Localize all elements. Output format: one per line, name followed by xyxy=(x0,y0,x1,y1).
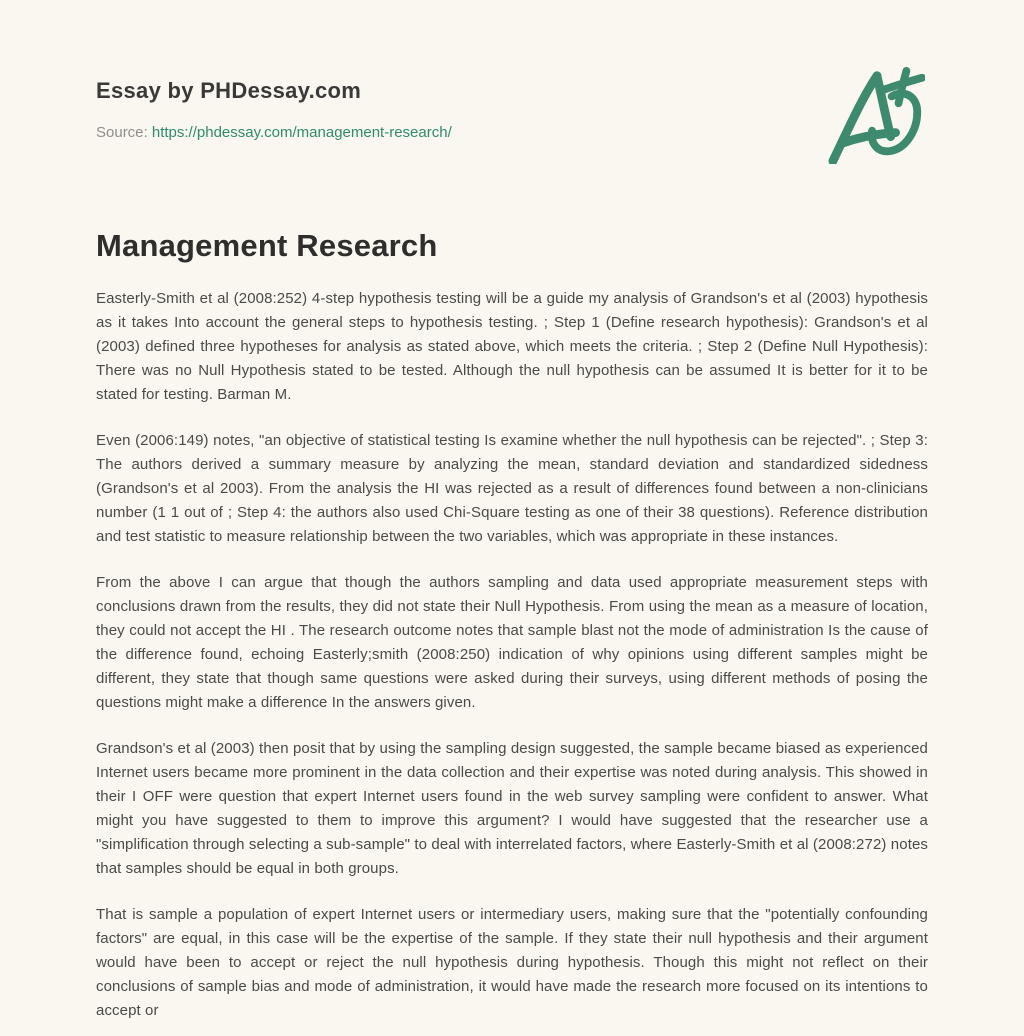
essay-paragraph-3: From the above I can argue that though the authors sampling and data used appropriate measurement steps with conclusions drawn from the results, they did not state their Null Hypothesis. From using the mean as a measure of location, they could not accept the HI . The research outcome notes that sample blast not the mode of administration Is the cause of the difference found, echoing Easterly;smith (2008:250) indication of why opinions using different samples might be different, they state that though same questions were asked during their surveys, using different methods of posing the questions might make a difference In the answers given. xyxy=(96,574,928,711)
page-header xyxy=(96,78,928,141)
essay-title: Management Research xyxy=(96,228,438,263)
essay-paragraph-1: Easterly-Smith et al (2008:252) 4-step hypothesis testing will be a guide my analysis of Grandson's et al (2003) hypothesis as it takes Into account the general steps to hypothesis testing. ; Step 1 (Define research hypothesis): Grandson's et al (2003) defined three hypotheses for analysis as stated above, which meets the criteria. ; Step 2 (Define Null Hypothesis): There was no Null Hypothesis stated to be tested. Although the null hypothesis can be assumed It is better for it to be stated for testing. Barman M. xyxy=(96,290,928,403)
a-plus-logo-icon xyxy=(827,66,925,164)
essay-by-heading: Essay by PHDessay.com xyxy=(96,78,362,103)
essay-paragraph-4: Grandson's et al (2003) then posit that by using the sampling design suggested, the sample became biased as experienced Internet users became more prominent in the data collection and their expertise was noted during analysis. This showed in their I OFF were question that expert Internet users found in the web survey sampling were confident to answer. What might you have suggested to them to improve this argument? I would have suggested that the researcher use a "simplification through selecting a sub-sample" to deal with interrelated factors, where Easterly-Smith et al (2008:272) notes that samples should be equal in both groups. xyxy=(96,740,928,877)
source-link[interactable]: https://phdessay.com/management-research/ xyxy=(151,124,452,141)
source-label: Source: xyxy=(96,124,148,141)
essay-body xyxy=(96,287,928,1023)
essay-paragraph-2: Even (2006:149) notes, "an objective of statistical testing Is examine whether the null hypothesis can be rejected". ; Step 3: The authors derived a summary measure by analyzing the mean, standard deviation and standardized sidedness (Grandson's et al 2003). From the analysis the HI was rejected as a result of differences found between a non-clinicians number (1 1 out of ; Step 4: the authors also used Chi-Square testing as one of their 38 questions). Reference distribution and test statistic to measure relationship between the two variables, which was appropriate in these instances. xyxy=(96,432,928,545)
essay-paragraph-5: That is sample a population of expert Internet users or intermediary users, making sure that the "potentially confounding factors" are equal, in this case will be the expertise of the sample. If they state their null hypothesis and their argument would have been to accept or reject the null hypothesis during hypothesis. Though this might not reflect on their conclusions of sample bias and mode of administration, it would have made the research more focused on its intentions to accept or xyxy=(96,906,928,1019)
source-line xyxy=(96,124,928,141)
